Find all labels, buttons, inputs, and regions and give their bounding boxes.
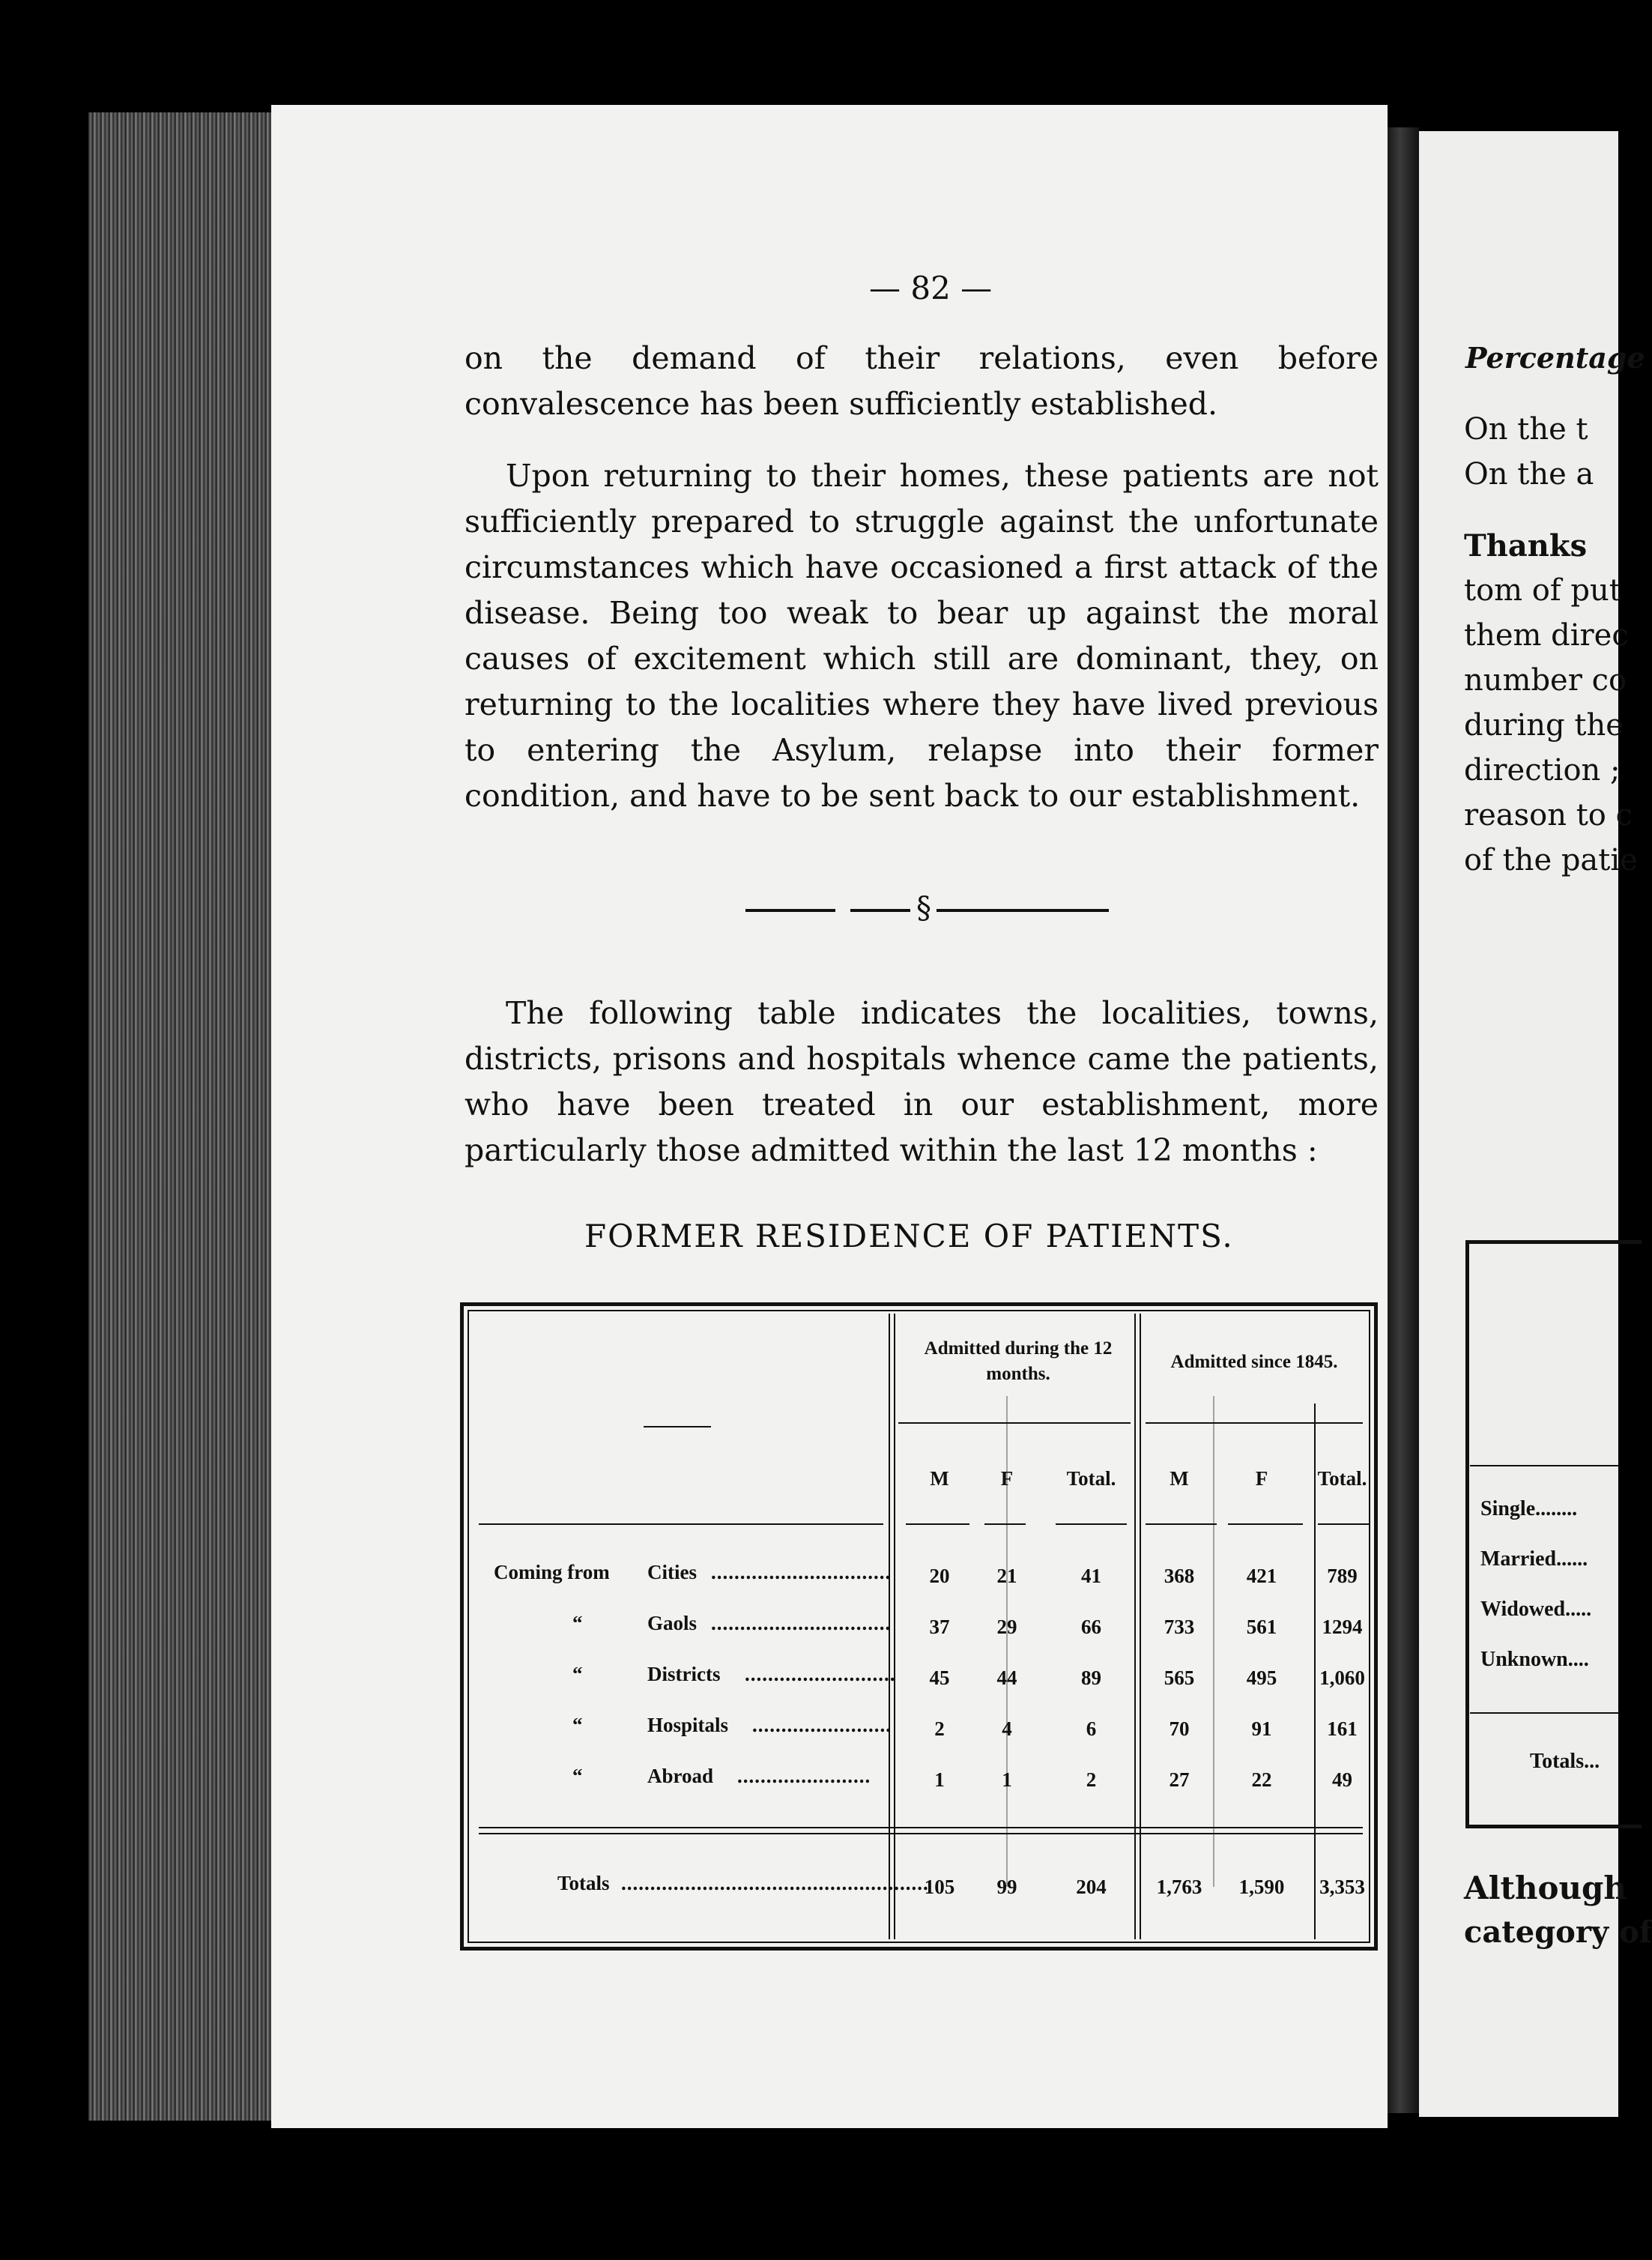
total-t12: 204 bbox=[1076, 1876, 1107, 1898]
right-table-row: Married...... bbox=[1480, 1547, 1588, 1571]
cell-m: 565 bbox=[1164, 1667, 1195, 1689]
cell-t: 49 bbox=[1332, 1768, 1352, 1791]
row-prefix: “ bbox=[572, 1663, 583, 1685]
col-m-since: M bbox=[1170, 1467, 1189, 1490]
total-t: 3,353 bbox=[1319, 1876, 1365, 1898]
cell-t12: 89 bbox=[1081, 1667, 1101, 1689]
cell-t: 1,060 bbox=[1319, 1667, 1365, 1689]
right-line: Percentage bbox=[1465, 341, 1645, 375]
cell-f: 91 bbox=[1251, 1717, 1272, 1740]
paragraph-3: The following table indicates the localities, towns, districts, prisons and hospitals whence came the patients, who have been treated in our establishment, more particularly those admitted within the last 12 months : bbox=[465, 995, 1379, 1168]
cell-f12: 21 bbox=[996, 1565, 1017, 1587]
cell-t12: 66 bbox=[1081, 1616, 1101, 1638]
row-label: Districts bbox=[647, 1663, 721, 1685]
cell-m12: 20 bbox=[929, 1565, 950, 1587]
section-mark: § bbox=[916, 891, 931, 925]
header-12-months: Admitted during the 12 months. bbox=[924, 1338, 1113, 1384]
book-gutter bbox=[1388, 127, 1419, 2113]
total-m12: 105 bbox=[924, 1876, 955, 1898]
row-prefix: Coming from bbox=[494, 1561, 610, 1583]
cell-t: 161 bbox=[1327, 1717, 1358, 1740]
cell-t12: 2 bbox=[1086, 1768, 1097, 1791]
totals-label: Totals bbox=[557, 1872, 610, 1894]
page-number: — 82 — bbox=[869, 270, 993, 306]
right-line: category of bbox=[1464, 1915, 1652, 1950]
row-prefix: “ bbox=[572, 1714, 583, 1736]
row-label: Cities bbox=[647, 1561, 697, 1583]
col-f-12: F bbox=[1000, 1467, 1014, 1490]
cell-m12: 45 bbox=[929, 1667, 950, 1689]
right-table-row: Totals... bbox=[1530, 1750, 1600, 1773]
header-since-1845: Admitted since 1845. bbox=[1170, 1352, 1338, 1372]
cell-t: 789 bbox=[1327, 1565, 1358, 1587]
right-table-fragment bbox=[1465, 1240, 1642, 1828]
cell-m: 27 bbox=[1169, 1768, 1190, 1791]
right-line: On the t bbox=[1464, 412, 1588, 447]
paragraph-1: on the demand of their relations, even before convalescence has been sufficiently established. bbox=[465, 340, 1379, 422]
right-line: tom of put bbox=[1464, 573, 1621, 608]
cell-f: 561 bbox=[1246, 1616, 1277, 1638]
right-table-row: Single........ bbox=[1480, 1497, 1578, 1520]
right-line: during the bbox=[1464, 708, 1624, 743]
total-m: 1,763 bbox=[1156, 1876, 1202, 1898]
right-line: Thanks bbox=[1464, 528, 1588, 564]
cell-f: 421 bbox=[1246, 1565, 1277, 1587]
cell-f12: 4 bbox=[1002, 1717, 1012, 1740]
cell-m: 70 bbox=[1169, 1717, 1190, 1740]
book-page-edges bbox=[88, 112, 277, 2121]
table-title: FORMER RESIDENCE OF PATIENTS. bbox=[584, 1218, 1234, 1254]
cell-f12: 44 bbox=[996, 1667, 1017, 1689]
row-prefix: “ bbox=[572, 1612, 583, 1634]
cell-f12: 29 bbox=[996, 1616, 1017, 1638]
right-page-fragment bbox=[1419, 131, 1652, 2117]
cell-m: 733 bbox=[1164, 1616, 1195, 1638]
total-f: 1,590 bbox=[1238, 1876, 1285, 1898]
col-m-12: M bbox=[930, 1467, 949, 1490]
cell-m12: 2 bbox=[934, 1717, 945, 1740]
cell-t12: 41 bbox=[1081, 1565, 1101, 1587]
cell-m12: 37 bbox=[929, 1616, 950, 1638]
right-line: of the patie bbox=[1464, 843, 1638, 877]
right-table-row: Unknown.... bbox=[1480, 1648, 1589, 1671]
right-line: reason to c bbox=[1464, 798, 1633, 833]
right-line: direction ; bbox=[1464, 753, 1621, 788]
right-line: number co bbox=[1464, 663, 1627, 698]
cell-m: 368 bbox=[1164, 1565, 1195, 1587]
right-line: them direc bbox=[1464, 618, 1629, 653]
cell-f: 495 bbox=[1246, 1667, 1277, 1689]
col-f-since: F bbox=[1255, 1467, 1268, 1490]
row-label: Gaols bbox=[647, 1612, 698, 1634]
right-line: On the a bbox=[1464, 457, 1594, 492]
row-prefix: “ bbox=[572, 1765, 583, 1787]
right-line: Although bbox=[1464, 1870, 1627, 1906]
cell-t12: 6 bbox=[1086, 1717, 1097, 1740]
total-f12: 99 bbox=[996, 1876, 1017, 1898]
cell-f12: 1 bbox=[1002, 1768, 1012, 1791]
paragraph-2: Upon returning to their homes, these patients are not sufficiently prepared to struggle against the unfortunate circumstances which have occasioned a first attack of the disease. Being too weak to bear up against the moral causes of excitement which still are dominant, they, on returning to the localities where they have lived previous to entering the Asylum, relapse into their former condition, and have to be sent back to our establishment. bbox=[465, 458, 1379, 814]
cell-f: 22 bbox=[1251, 1768, 1272, 1791]
row-label: Abroad bbox=[647, 1765, 714, 1787]
col-total-since: Total. bbox=[1317, 1467, 1367, 1490]
right-table-row: Widowed..... bbox=[1480, 1598, 1592, 1621]
cell-t: 1294 bbox=[1322, 1616, 1363, 1638]
col-total-12: Total. bbox=[1066, 1467, 1116, 1490]
section-separator bbox=[745, 891, 1113, 925]
residence-table: Admitted during the 12 months. Admitted since 1845. M F Total. M F Total. Coming from Cities ............................... 20 21 41 368 421 789 “ Gaols ............................... 37 29 66 733 561 1294 “ Districts .......................... 45 44 89 565 495 1,060 “ Hospitals ........................ 2 4 6 70 91 161 “ Abroad ....................... 1 1 2 27 22 49 Totals ..................................................... 105 99 204 1,763 1,590 3,353 bbox=[460, 1302, 1378, 1951]
row-label: Hospitals bbox=[647, 1714, 729, 1736]
cell-m12: 1 bbox=[934, 1768, 945, 1791]
